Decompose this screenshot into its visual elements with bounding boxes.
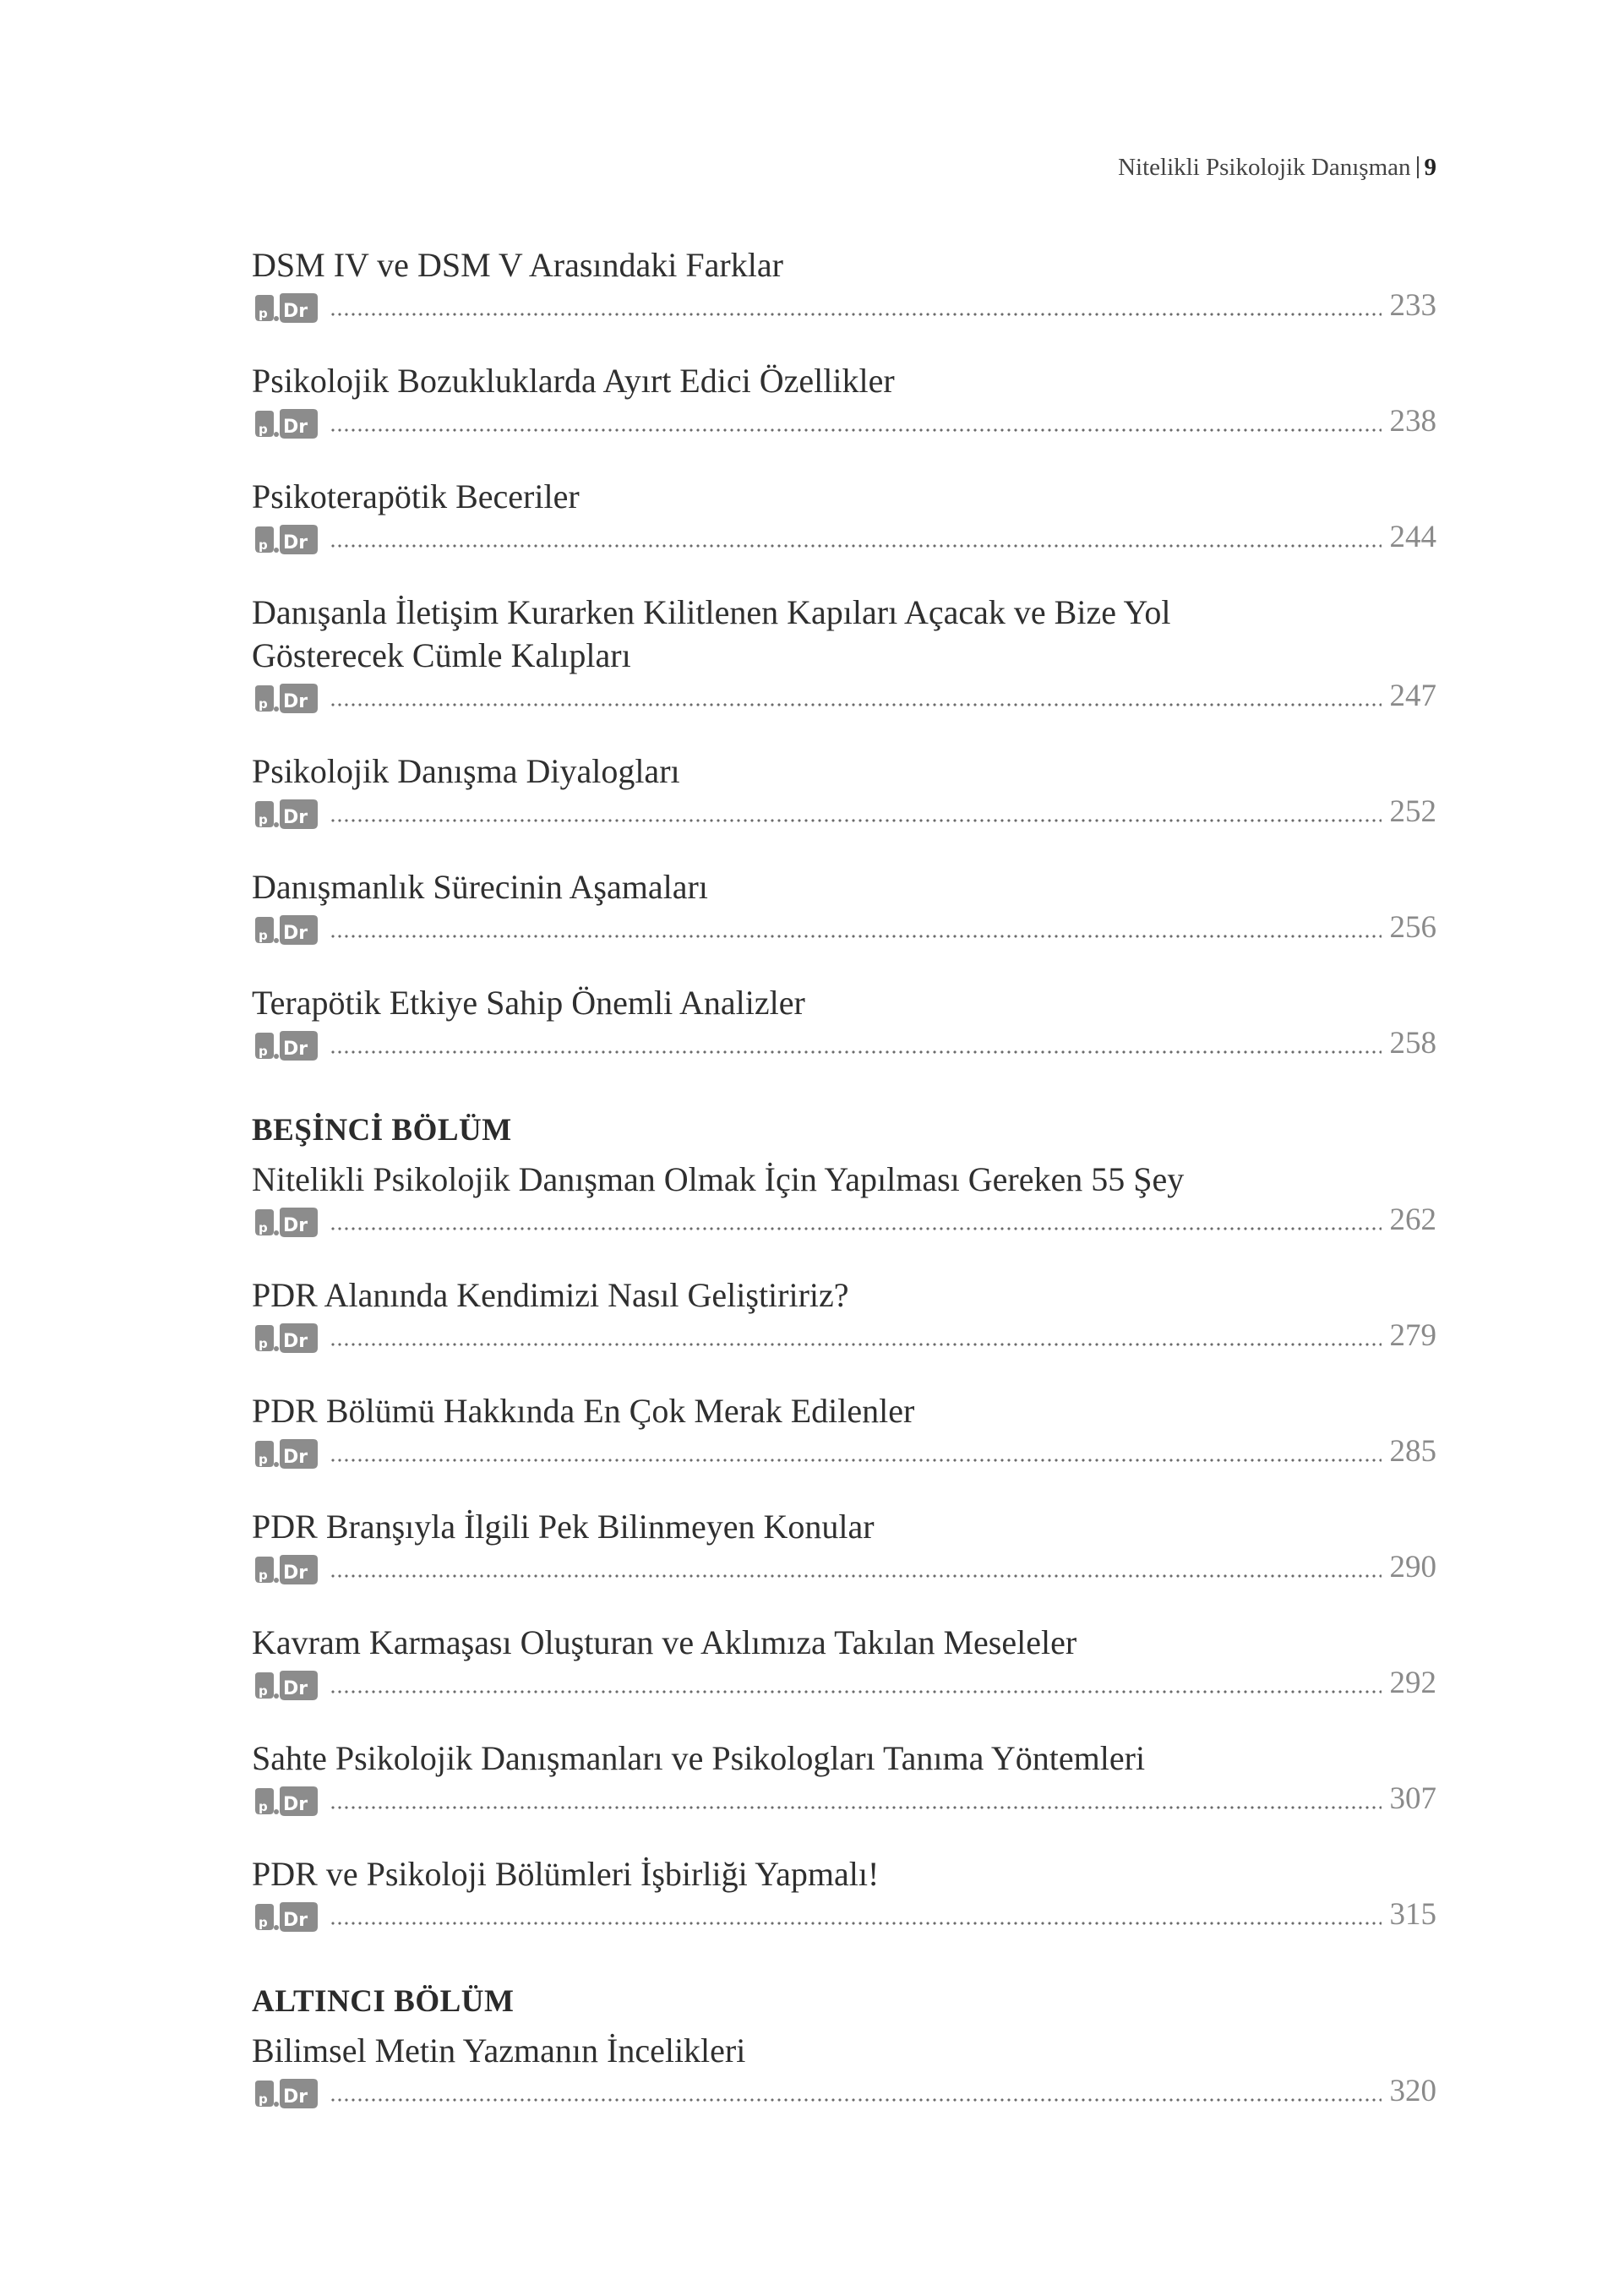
toc-entry-title: Danışanla İletişim Kurarken Kilitlenen Kapıları Açacak ve Bize Yol Gösterecek Cümle Kalıpları bbox=[252, 593, 1171, 674]
toc-entry bbox=[252, 1621, 1436, 1703]
toc-entry bbox=[252, 865, 1436, 947]
toc-entry-line bbox=[252, 908, 1436, 947]
svg-text:Dr: Dr bbox=[283, 1910, 308, 1931]
dot-leader bbox=[330, 798, 1382, 823]
toc-entry-line bbox=[252, 2072, 1436, 2111]
section-5 bbox=[252, 1110, 1436, 1934]
svg-text:p: p bbox=[259, 1452, 268, 1467]
toc-entry-title: PDR Bölümü Hakkında En Çok Merak Edilenler bbox=[252, 1392, 915, 1430]
toc-page-number: 256 bbox=[1389, 910, 1436, 945]
toc-entry bbox=[252, 475, 1436, 557]
section-6 bbox=[252, 1982, 1436, 2111]
pdr-logo-icon bbox=[252, 1437, 319, 1471]
svg-text:Dr: Dr bbox=[283, 1678, 308, 1699]
svg-text:p: p bbox=[259, 422, 268, 437]
running-header-title: Nitelikli Psikolojik Danışman bbox=[1118, 154, 1411, 181]
svg-text:p: p bbox=[259, 1044, 268, 1059]
toc-entry-title: PDR Alanında Kendimizi Nasıl Geliştiririz? bbox=[252, 1276, 849, 1314]
svg-text:p: p bbox=[259, 1915, 268, 1930]
toc-entry bbox=[252, 981, 1436, 1063]
dot-leader bbox=[330, 1437, 1382, 1463]
toc-entry-title: Danışmanlık Sürecinin Aşamaları bbox=[252, 868, 708, 906]
page-number: 9 bbox=[1424, 154, 1436, 181]
pdr-logo-icon bbox=[252, 523, 319, 557]
toc-entry-line bbox=[252, 518, 1436, 557]
section-title: ALTINCI BÖLÜM bbox=[252, 1984, 515, 2019]
svg-text:p: p bbox=[259, 537, 268, 553]
pdr-logo-icon bbox=[252, 913, 319, 947]
toc-page-number: 315 bbox=[1389, 1897, 1436, 1932]
dot-leader bbox=[330, 1206, 1382, 1231]
toc-entry-title: PDR ve Psikoloji Bölümleri İşbirliği Yapmalı! bbox=[252, 1855, 880, 1893]
toc-page-number: 279 bbox=[1389, 1318, 1436, 1353]
toc-page-number: 247 bbox=[1389, 679, 1436, 713]
dot-leader bbox=[330, 1029, 1382, 1055]
pdr-logo-icon bbox=[252, 1901, 319, 1934]
svg-text:Dr: Dr bbox=[283, 417, 308, 438]
toc-entry-title: Sahte Psikolojik Danışmanları ve Psikologları Tanıma Yöntemleri bbox=[252, 1739, 1146, 1777]
toc-entry bbox=[252, 1505, 1436, 1587]
pdr-logo-icon bbox=[252, 2077, 319, 2111]
toc-entry-line bbox=[252, 677, 1436, 716]
dot-leader bbox=[330, 1322, 1382, 1347]
section-title: BEŞİNCİ BÖLÜM bbox=[252, 1113, 512, 1148]
svg-text:p: p bbox=[259, 928, 268, 943]
dot-leader bbox=[330, 2077, 1382, 2102]
header-divider bbox=[1417, 156, 1419, 178]
toc-page-number: 233 bbox=[1389, 288, 1436, 323]
toc-entry-line bbox=[252, 402, 1436, 441]
toc-entry bbox=[252, 1158, 1436, 1240]
toc-entry-title: Terapötik Etkiye Sahip Önemli Analizler bbox=[252, 984, 805, 1022]
toc-entry-line bbox=[252, 286, 1436, 325]
pdr-logo-icon bbox=[252, 1206, 319, 1240]
toc-page-number: 285 bbox=[1389, 1434, 1436, 1469]
svg-text:Dr: Dr bbox=[283, 691, 308, 712]
toc-page-number: 238 bbox=[1389, 404, 1436, 439]
svg-text:Dr: Dr bbox=[283, 923, 308, 944]
section-5-entries bbox=[252, 1158, 1436, 1934]
running-header bbox=[1118, 154, 1436, 182]
svg-text:p: p bbox=[259, 1799, 268, 1814]
svg-text:p: p bbox=[259, 1220, 268, 1235]
toc-entry-title: Kavram Karmaşası Oluşturan ve Aklımıza Takılan Meseleler bbox=[252, 1623, 1077, 1661]
svg-text:Dr: Dr bbox=[283, 2086, 308, 2108]
toc-entry-line bbox=[252, 1201, 1436, 1240]
toc-entry-line bbox=[252, 793, 1436, 832]
toc-entry-line bbox=[252, 1432, 1436, 1471]
svg-text:p: p bbox=[259, 1683, 268, 1699]
pdr-logo-icon bbox=[252, 1322, 319, 1355]
toc-page-number: 290 bbox=[1389, 1550, 1436, 1584]
toc-entry bbox=[252, 750, 1436, 832]
table-of-contents bbox=[252, 243, 1436, 2145]
dot-leader bbox=[330, 913, 1382, 939]
toc-entry-line bbox=[252, 1664, 1436, 1703]
pdr-logo-icon bbox=[252, 292, 319, 325]
toc-entry-line bbox=[252, 1548, 1436, 1587]
dot-leader bbox=[330, 407, 1382, 433]
svg-text:Dr: Dr bbox=[283, 807, 308, 828]
dot-leader bbox=[330, 292, 1382, 317]
toc-entry bbox=[252, 1852, 1436, 1934]
toc-page-number: 320 bbox=[1389, 2074, 1436, 2108]
toc-entry-title: PDR Branşıyla İlgili Pek Bilinmeyen Konular bbox=[252, 1508, 875, 1546]
toc-page-number: 252 bbox=[1389, 794, 1436, 829]
svg-text:Dr: Dr bbox=[283, 532, 308, 554]
toc-page-number: 244 bbox=[1389, 520, 1436, 554]
toc-entry bbox=[252, 2029, 1436, 2111]
toc-entry bbox=[252, 591, 1436, 716]
toc-entry-title: Psikolojik Danışma Diyalogları bbox=[252, 752, 680, 790]
toc-page-number: 292 bbox=[1389, 1666, 1436, 1700]
svg-text:Dr: Dr bbox=[283, 1794, 308, 1815]
pdr-logo-icon bbox=[252, 407, 319, 441]
pdr-logo-icon bbox=[252, 682, 319, 716]
svg-text:Dr: Dr bbox=[283, 1562, 308, 1584]
pdr-logo-icon bbox=[252, 1785, 319, 1819]
toc-entry-title: Bilimsel Metin Yazmanın İncelikleri bbox=[252, 2031, 746, 2070]
svg-text:p: p bbox=[259, 812, 268, 827]
toc-entry bbox=[252, 243, 1436, 325]
pdr-logo-icon bbox=[252, 1029, 319, 1063]
toc-entry-title: Nitelikli Psikolojik Danışman Olmak İçin Yapılması Gereken 55 Şey bbox=[252, 1160, 1185, 1198]
svg-text:Dr: Dr bbox=[283, 1447, 308, 1468]
dot-leader bbox=[330, 1553, 1382, 1579]
toc-entry bbox=[252, 1273, 1436, 1355]
dot-leader bbox=[330, 682, 1382, 707]
dot-leader bbox=[330, 523, 1382, 548]
dot-leader bbox=[330, 1669, 1382, 1694]
toc-entry-line bbox=[252, 1317, 1436, 1355]
svg-text:p: p bbox=[259, 696, 268, 712]
toc-entry bbox=[252, 1737, 1436, 1819]
svg-text:p: p bbox=[259, 1568, 268, 1583]
svg-text:Dr: Dr bbox=[283, 1215, 308, 1236]
dot-leader bbox=[330, 1785, 1382, 1810]
pdr-logo-icon bbox=[252, 1553, 319, 1587]
toc-entry-line bbox=[252, 1780, 1436, 1819]
toc-page-number: 307 bbox=[1389, 1781, 1436, 1816]
toc-entry-line bbox=[252, 1024, 1436, 1063]
toc-entry-line bbox=[252, 1895, 1436, 1934]
section-6-entries bbox=[252, 2029, 1436, 2111]
dot-leader bbox=[330, 1901, 1382, 1926]
toc-entry bbox=[252, 359, 1436, 441]
pdr-logo-icon bbox=[252, 798, 319, 832]
svg-text:p: p bbox=[259, 1336, 268, 1351]
toc-entry-title: Psikoterapötik Beceriler bbox=[252, 477, 580, 515]
toc-entry bbox=[252, 1389, 1436, 1471]
svg-text:p: p bbox=[259, 2091, 268, 2107]
svg-text:Dr: Dr bbox=[283, 1039, 308, 1060]
toc-page-number: 262 bbox=[1389, 1203, 1436, 1237]
svg-text:Dr: Dr bbox=[283, 1331, 308, 1352]
pdr-logo-icon bbox=[252, 1669, 319, 1703]
toc-page-number: 258 bbox=[1389, 1026, 1436, 1061]
toc-entry-title: Psikolojik Bozukluklarda Ayırt Edici Özellikler bbox=[252, 362, 895, 400]
toc-group-continued bbox=[252, 243, 1436, 1063]
svg-text:Dr: Dr bbox=[283, 301, 308, 322]
toc-entry-title: DSM IV ve DSM V Arasındaki Farklar bbox=[252, 246, 783, 284]
svg-text:p: p bbox=[259, 306, 268, 321]
